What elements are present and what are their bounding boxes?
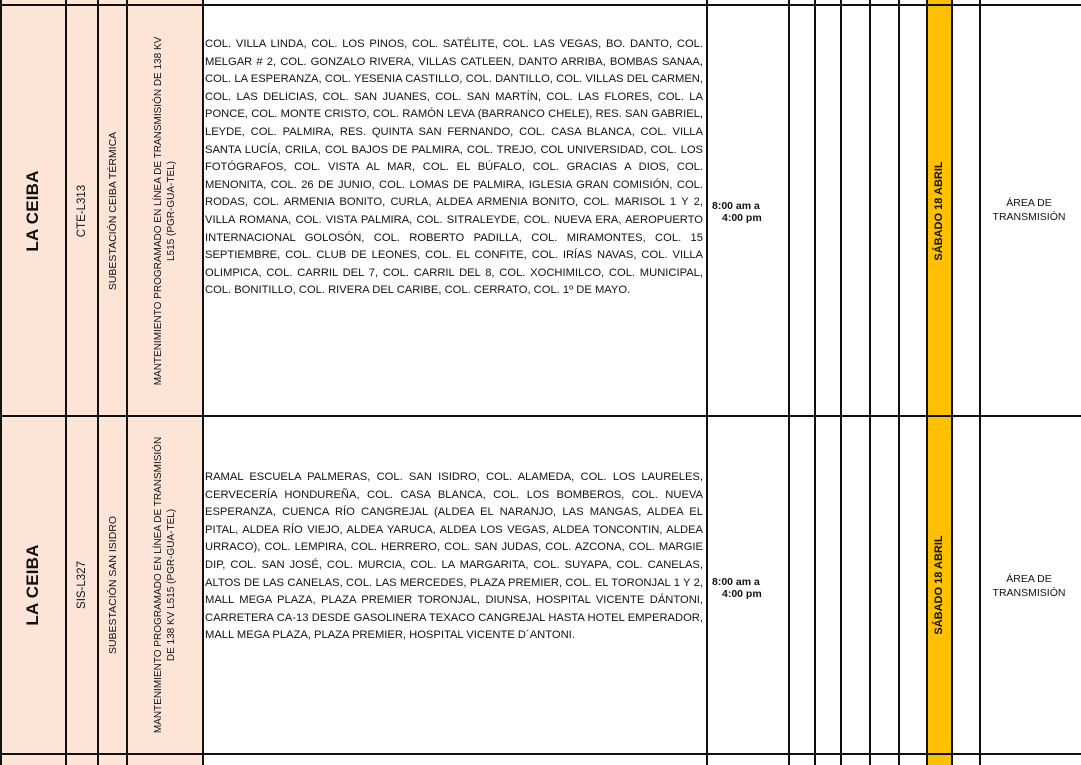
row-2-code-cell bbox=[66, 416, 98, 754]
row-1-area-line-2: TRANSMISIÓN bbox=[992, 211, 1066, 223]
row-2-date-cell bbox=[927, 416, 951, 754]
column-divider bbox=[979, 0, 981, 765]
row-1-substation-cell bbox=[98, 5, 127, 416]
row-2-area-line-1: ÁREA DE bbox=[1006, 573, 1052, 585]
row-1-affected-areas: COL. VILLA LINDA, COL. LOS PINOS, COL. SATÉLITE, COL. LAS VEGAS, BO. DANTO, COL. MELGAR # 2, COL. GONZALO RIVERA, VILLAS CATLEEN, DANTO ARRIBA, BOMBAS SANAA, COL. LA ESPERANZA, COL. YESENIA CASTILLO, COL. DANTILLO, COL. VILLAS DEL CARMEN, COL. LAS DELICIAS, COL. SAN JUANES, COL. SAN MARTÍN, COL. LAS FLORES, COL. LA PONCE, COL. MONTE CRISTO, COL. RAMÓN LEVA (BARRANCO CHELE), RES. SAN GABRIEL, LEYDE, COL. PALMIRA, RES. QUINTA SAN FERNANDO, COL. CASA BLANCA, COL. VILLA SANTA LUCÍA, CRILA, COL BAJOS DE PALMIRA, COL. TREJO, COL UNIVERSIDAD, COL. LOS FOTÓGRAFOS, COL. VISTA AL MAR, COL. EL BÚFALO, COL. GRACIAS A DIOS, COL. MENONITA, COL. 26 DE JUNIO, COL. LOMAS DE PALMIRA, IGLESIA GRAN COMISIÓN, COL. RODAS, COL. ARMENIA BONITO, CURLA, ALDEA ARMENIA BONITO, COL. MARISOL 1 Y 2, VILLA ROMANA, COL. VISTA PALMIRA, COL. SITRALEYDE, COL. NUEVA ERA, AEROPUERTO INTERNACIONAL GOLOSÓN, COL. ROBERTO PADILLA, COL. MIRAMONTES, COL. 15 SEPTIEMBRE, COL. CLUB DE LEONES, COL. EL CONFITE, COL. IRÍAS NAVAS, COL. VILLA OLIMPICA, COL. CARRIL DEL 7, COL. CARRIL DEL 8, COL. XOCHIMILCO, COL. MUNICIPAL, COL. BONITILLO, COL. RIVERA DEL CARIBE, COL. CERRATO, COL. 1º DE MAYO. bbox=[205, 38, 703, 297]
column-divider bbox=[840, 0, 842, 765]
row-2-affected-areas: RAMAL ESCUELA PALMERAS, COL. SAN ISIDRO, COL. ALAMEDA, COL. LOS LAURELES, CERVECERÍA HONDUREÑA, COL. CASA BLANCA, COL. LOS BOMBEROS, COL. NUEVA ESPERANZA, CUENCA RÍO CANGREJAL (ALDEA EL NARANJO, LAS MANGAS, ALDEA EL PITAL, ALDEA RÍO VIEJO, ALDEA YARUCA, ALDEA LOS VEGAS, ALDEA TONCONTIN, ALDEA URRACO), COL. LEMPIRA, COL. HERRERO, COL. SAN JUDAS, COL. AZCONA, COL. MARGIE DIP, COL. SAN JOSÉ, COL. MURCIA, COL. LA MARGARITA, COL. SUYAPA, COL. CANELAS, ALTOS DE LAS CANELAS, COL. LAS MERCEDES, PLAZA PREMIER, COL. EL TORONJAL 1 Y 2, MALL MEGA PLAZA, PLAZA PREMIER TORONJAL, DIUNSA, HOSPITAL VICENTE DÁNTONI, CARRETERA CA-13 DESDE GASOLINERA TEXACO CANGREJAL HASTA HOTEL EMPERADOR, MALL MEGA PLAZA, PLAZA PREMIER, HOSPITAL VICENTE D´ANTONI. bbox=[205, 471, 703, 642]
row-1-date: SÁBADO 18 ABRIL bbox=[933, 160, 945, 261]
row-2-date: SÁBADO 18 ABRIL bbox=[933, 535, 945, 635]
row-2-maintenance-cell bbox=[127, 416, 202, 754]
column-divider bbox=[706, 0, 708, 765]
row-1-city: LA CEIBA bbox=[23, 169, 42, 252]
row-divider bbox=[0, 753, 1081, 755]
column-divider bbox=[126, 0, 128, 765]
row-2-substation: SUBESTACIÓN SAN ISIDRO bbox=[106, 515, 119, 655]
row-1-end-time: 4:00 pm bbox=[722, 212, 762, 224]
column-divider bbox=[788, 0, 790, 765]
row-1-substation: SUBESTACIÓN CEIBA TÉRMICA bbox=[106, 131, 119, 290]
row-2-end-time: 4:00 pm bbox=[722, 588, 762, 600]
row-2-start-time: 8:00 am a bbox=[712, 576, 760, 588]
row-2-city-cell bbox=[0, 416, 66, 754]
row-2-area-line-2: TRANSMISIÓN bbox=[992, 587, 1066, 599]
column-divider bbox=[202, 0, 204, 765]
column-divider bbox=[814, 0, 816, 765]
row-1-maintenance-cell bbox=[127, 5, 202, 416]
column-divider bbox=[898, 0, 900, 765]
row-1-maintenance-description: MANTENIMIENTO PROGRAMADO EN LÍNEA DE TRANSMISIÓN DE 138 KV L515 (PGR-GUA-TEL) bbox=[152, 36, 177, 385]
table-border-top bbox=[0, 4, 1081, 6]
row-2-maintenance-description: MANTENIMIENTO PROGRAMADO EN LÍNEA DE TRANSMISIÓN DE 138 KV L515 (PGR-GUA-TEL) bbox=[152, 436, 177, 734]
column-divider bbox=[869, 0, 871, 765]
row-1-city-cell bbox=[0, 5, 66, 416]
row-1-circuit-code: CTE-L313 bbox=[76, 184, 88, 237]
row-2-substation-cell bbox=[98, 416, 127, 754]
row-1-start-time: 8:00 am a bbox=[712, 200, 760, 212]
row-2-circuit-code: SIS-L327 bbox=[76, 561, 88, 609]
row-divider bbox=[0, 415, 1081, 417]
row-2-responsible-area bbox=[984, 572, 1074, 600]
column-divider bbox=[0, 0, 2, 765]
row-1-area-line-1: ÁREA DE bbox=[1006, 197, 1052, 209]
row-1-date-cell bbox=[927, 5, 951, 416]
row-1-responsible-area bbox=[984, 196, 1074, 224]
column-divider bbox=[65, 0, 67, 765]
row-2-city: LA CEIBA bbox=[23, 544, 42, 626]
column-divider bbox=[926, 0, 928, 765]
row-1-code-cell bbox=[66, 5, 98, 416]
column-divider bbox=[951, 0, 953, 765]
row-1-schedule-hours bbox=[712, 200, 784, 224]
row-2-schedule-hours bbox=[712, 576, 784, 600]
column-divider bbox=[97, 0, 99, 765]
